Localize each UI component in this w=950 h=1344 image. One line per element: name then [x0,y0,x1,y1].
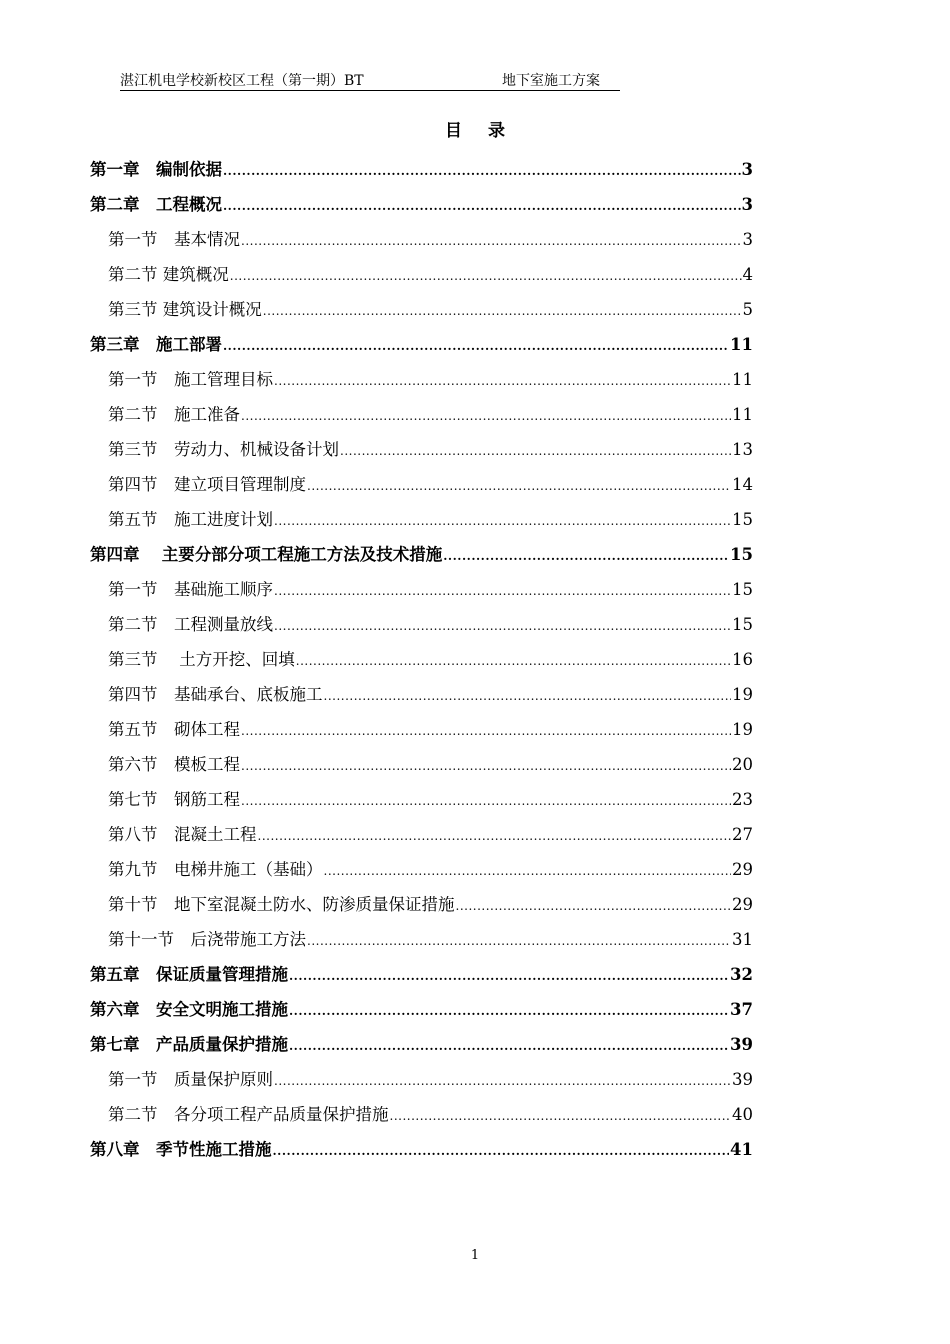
toc-section-entry[interactable] [90,922,753,957]
toc-entry-page-number: 19 [732,720,753,739]
toc-entry-page-number: 3 [741,195,753,214]
toc-entry-label: 第八节 混凝土工程 [108,825,257,844]
toc-entry-label: 第五章 保证质量管理措施 [90,965,288,984]
toc-entry-label: 第一节 质量保护原则 [108,1070,273,1089]
toc-section-entry[interactable] [90,1097,753,1132]
toc-entry-label: 第四节 基础承台、底板施工 [108,685,323,704]
toc-entry-page-number: 39 [730,1035,753,1054]
toc-dot-leader [443,539,729,574]
toc-dot-leader [223,329,729,364]
toc-chapter-entry[interactable] [90,187,753,222]
toc-section-entry[interactable] [90,502,753,537]
toc-dot-leader [456,889,732,924]
toc-dot-leader [274,504,731,539]
toc-section-entry[interactable] [90,607,753,642]
toc-entry-label: 第三节 建筑设计概况 [108,300,262,319]
toc-dot-leader [274,364,731,399]
toc-dot-leader [241,714,731,749]
toc-chapter-entry[interactable] [90,327,753,362]
toc-entry-label: 第一节 施工管理目标 [108,370,273,389]
toc-section-entry[interactable] [90,292,753,327]
toc-entry-page-number: 13 [732,440,753,459]
toc-section-entry[interactable] [90,852,753,887]
toc-entry-page-number: 23 [732,790,753,809]
toc-entry-label: 第二节 各分项工程产品质量保护措施 [108,1105,389,1124]
toc-chapter-entry[interactable] [90,537,753,572]
toc-entry-page-number: 29 [732,895,753,914]
toc-entry-page-number: 11 [732,370,753,389]
toc-entry-label: 第二章 工程概况 [90,195,222,214]
toc-entry-label: 第三章 施工部署 [90,335,222,354]
toc-chapter-entry[interactable] [90,992,753,1027]
toc-section-entry[interactable] [90,817,753,852]
toc-entry-label: 第一节 基本情况 [108,230,240,249]
toc-dot-leader [390,1099,732,1134]
toc-section-entry[interactable] [90,362,753,397]
toc-entry-page-number: 11 [730,335,753,354]
toc-entry-label: 第三节 劳动力、机械设备计划 [108,440,339,459]
toc-dot-leader [230,259,742,294]
toc-entry-page-number: 41 [730,1140,753,1159]
toc-dot-leader [340,434,731,469]
toc-section-entry[interactable] [90,642,753,677]
toc-entry-page-number: 20 [732,755,753,774]
toc-dot-leader [307,924,731,959]
toc-entry-page-number: 3 [741,160,753,179]
toc-entry-label: 第五节 砌体工程 [108,720,240,739]
toc-entry-label: 第六章 安全文明施工措施 [90,1000,288,1019]
toc-entry-label: 第十一节 后浇带施工方法 [108,930,306,949]
toc-section-entry[interactable] [90,747,753,782]
toc-chapter-entry[interactable] [90,1027,753,1062]
toc-dot-leader [324,854,732,889]
table-of-contents [90,152,753,1167]
toc-dot-leader [263,294,742,329]
toc-dot-leader [273,1134,730,1169]
toc-section-entry[interactable] [90,782,753,817]
toc-dot-leader [223,189,741,224]
toc-entry-label: 第一章 编制依据 [90,160,222,179]
toc-section-entry[interactable] [90,1062,753,1097]
toc-entry-page-number: 40 [732,1105,753,1124]
toc-section-entry[interactable] [90,712,753,747]
page-header [120,70,620,91]
toc-section-entry[interactable] [90,257,753,292]
toc-section-entry[interactable] [90,467,753,502]
toc-dot-leader [307,469,731,504]
toc-entry-label: 第七节 钢筋工程 [108,790,240,809]
toc-entry-label: 第五节 施工进度计划 [108,510,273,529]
toc-dot-leader [289,994,729,1029]
toc-section-entry[interactable] [90,887,753,922]
toc-entry-page-number: 14 [732,475,753,494]
toc-chapter-entry[interactable] [90,957,753,992]
toc-section-entry[interactable] [90,572,753,607]
toc-entry-label: 第二节 建筑概况 [108,265,229,284]
toc-entry-page-number: 16 [732,650,753,669]
toc-entry-label: 第三节 土方开挖、回填 [108,650,295,669]
toc-entry-label: 第四节 建立项目管理制度 [108,475,306,494]
toc-dot-leader [274,609,731,644]
toc-section-entry[interactable] [90,432,753,467]
toc-entry-label: 第六节 模板工程 [108,755,240,774]
toc-section-entry[interactable] [90,397,753,432]
toc-entry-page-number: 19 [732,685,753,704]
toc-entry-label: 第八章 季节性施工措施 [90,1140,272,1159]
toc-entry-label: 第四章 主要分部分项工程施工方法及技术措施 [90,545,443,564]
toc-entry-page-number: 15 [732,580,753,599]
toc-section-entry[interactable] [90,677,753,712]
toc-entry-page-number: 27 [732,825,753,844]
toc-entry-page-number: 15 [732,510,753,529]
toc-dot-leader [223,154,741,189]
toc-entry-label: 第十节 地下室混凝土防水、防渗质量保证措施 [108,895,455,914]
page-number: 1 [470,1248,480,1263]
toc-entry-page-number: 29 [732,860,753,879]
toc-entry-label: 第一节 基础施工顺序 [108,580,273,599]
toc-entry-label: 第二节 施工准备 [108,405,240,424]
toc-dot-leader [289,959,729,994]
toc-dot-leader [289,1029,729,1064]
toc-dot-leader [324,679,732,714]
toc-section-entry[interactable] [90,222,753,257]
toc-entry-page-number: 4 [742,265,753,284]
toc-entry-label: 第二节 工程测量放线 [108,615,273,634]
toc-dot-leader [241,784,731,819]
toc-dot-leader [258,819,732,854]
toc-dot-leader [241,399,731,434]
toc-entry-page-number: 15 [732,615,753,634]
toc-entry-page-number: 11 [732,405,753,424]
toc-entry-page-number: 15 [730,545,753,564]
toc-dot-leader [241,224,742,259]
toc-entry-label: 第九节 电梯井施工（基础） [108,860,323,879]
toc-entry-page-number: 5 [742,300,753,319]
toc-entry-page-number: 39 [732,1070,753,1089]
toc-entry-page-number: 37 [730,1000,753,1019]
toc-entry-label: 第七章 产品质量保护措施 [90,1035,288,1054]
toc-dot-leader [296,644,731,679]
header-project-name: 湛江机电学校新校区工程（第一期）BT [120,73,364,89]
toc-title: 目 录 [445,121,515,141]
header-document-name: 地下室施工方案 [502,73,600,89]
toc-chapter-entry[interactable] [90,1132,753,1167]
toc-entry-page-number: 31 [732,930,753,949]
toc-dot-leader [241,749,731,784]
toc-entry-page-number: 32 [730,965,753,984]
toc-dot-leader [274,1064,731,1099]
toc-chapter-entry[interactable] [90,152,753,187]
toc-entry-page-number: 3 [742,230,753,249]
toc-dot-leader [274,574,731,609]
